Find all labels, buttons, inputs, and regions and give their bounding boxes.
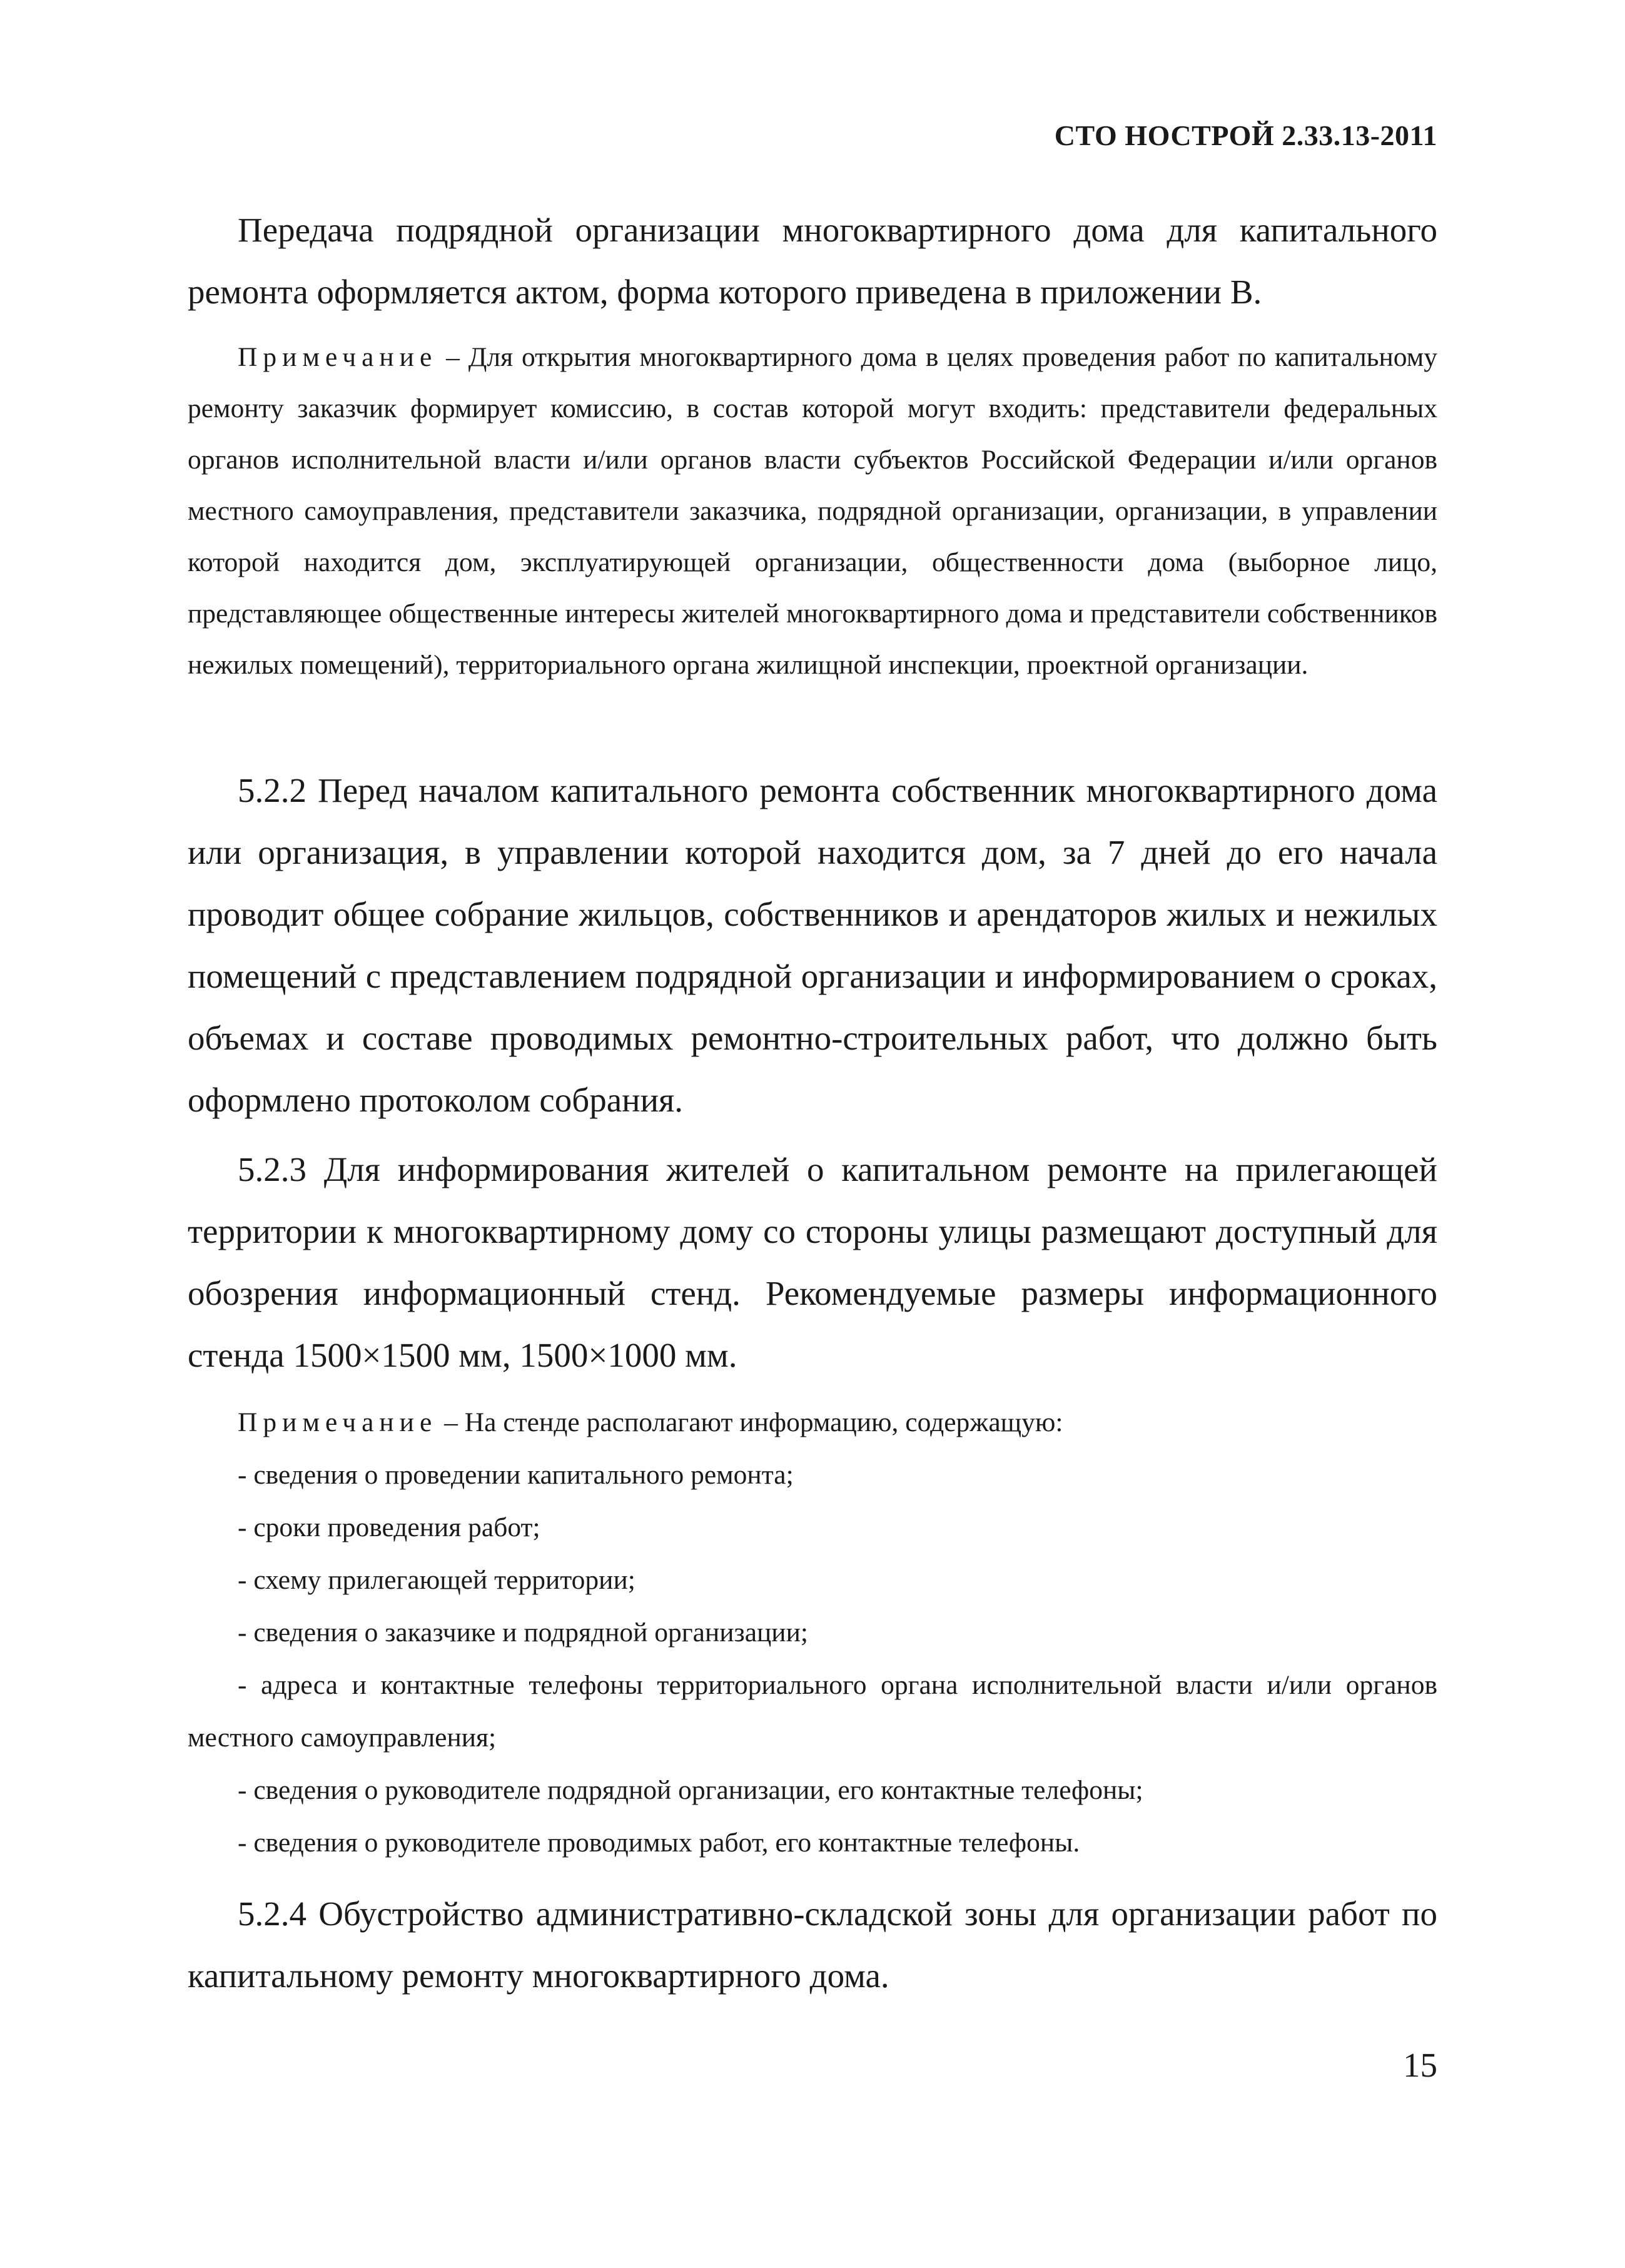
paragraph-transfer-act: Передача подрядной организации многоквартирного дома для капитального ремонта оформляется актом, форма которого приведена в приложении В. — [188, 211, 1437, 311]
note-label: Примечание — [238, 1407, 438, 1437]
note-stand-intro-text: – На стенде располагают информацию, содержащую: — [437, 1407, 1063, 1437]
note-stand-block — [188, 1396, 1437, 1869]
section-5-2-3: 5.2.3 Для информирования жителей о капитальном ремонте на прилегающей территории к многоквартирному дому со стороны улицы размещают доступный для обозрения информационный стенд. Рекомендуемые размеры информационного стенда 1500×1500 мм, 1500×1000 мм. — [188, 1150, 1437, 1374]
note-commission-text: – Для открытия многоквартирного дома в целях проведения работ по капитальному ремонту заказчик формирует комиссию, в состав которой могут входить: представители федеральных органов исполнительной власти и/или органов власти субъектов Российской Федерации и/или органов местного самоуправления, представители заказчика, подрядной организации, организации, в управлении которой находится дом, эксплуатирующей организации, общественности дома (выборное лицо, представляющее общественные интересы жителей многоквартирного дома и представители собственников нежилых помещений), территориального органа жилищной инспекции, проектной организации. — [188, 342, 1437, 680]
section-5-2-3-block — [188, 1138, 1437, 1386]
note-commission — [188, 332, 1437, 691]
list-item: - сроки проведения работ; — [238, 1512, 540, 1542]
list-item: - сведения о проведении капитального ремонта; — [238, 1460, 794, 1490]
note-label: Примечание — [238, 342, 438, 372]
paragraph-transfer-act-block — [188, 199, 1437, 323]
list-item: - адреса и контактные телефоны территориального органа исполнительной власти и/или органов местного самоуправления; — [188, 1670, 1437, 1753]
section-5-2-4: 5.2.4 Обустройство административно-складской зоны для организации работ по капитальному ремонту многоквартирного дома. — [188, 1895, 1437, 1995]
note-stand-intro — [188, 1396, 1437, 1449]
list-item: - сведения о руководителе подрядной организации, его контактные телефоны; — [238, 1775, 1143, 1805]
page-number: 15 — [1403, 2046, 1437, 2084]
list-item: - сведения о заказчике и подрядной организации; — [238, 1617, 808, 1648]
section-5-2-4-block — [188, 1883, 1437, 2007]
list-item: - сведения о руководителе проводимых работ, его контактные телефоны. — [238, 1828, 1080, 1858]
section-5-2-2-block — [188, 759, 1437, 1131]
section-5-2-2: 5.2.2 Перед началом капитального ремонта собственник многоквартирного дома или организация, в управлении которой находится дом, за 7 дней до его начала проводит общее собрание жильцов, собственников и арендаторов жилых и нежилых помещений с представлением подрядной организации и информированием о сроках, объемах и составе проводимых ремонтно-строительных работ, что должно быть оформлено протоколом собрания. — [188, 771, 1437, 1119]
list-item: - схему прилегающей территории; — [238, 1565, 635, 1595]
document-code-header: СТО НОСТРОЙ 2.33.13-2011 — [1054, 119, 1437, 151]
note-commission-block — [188, 332, 1437, 691]
